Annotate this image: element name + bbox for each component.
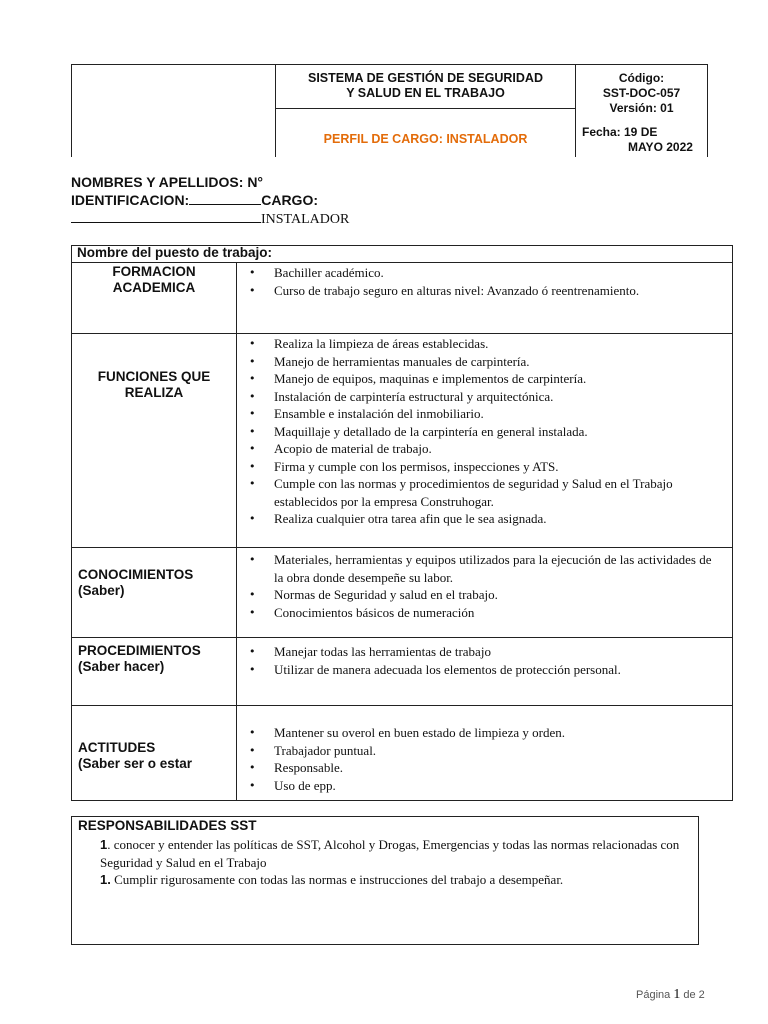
blank-line [189, 191, 261, 205]
conocimientos-list [237, 551, 712, 621]
list-item: • Utilizar de manera adecuada los elementos de protección personal. [237, 661, 727, 679]
list-item: • Manejo de equipos, maquinas e implementos de carpintería. [237, 370, 699, 388]
row-divider [71, 262, 733, 263]
row-divider [71, 705, 733, 706]
row-label-procedimientos: PROCEDIMIENTOS (Saber hacer) [78, 643, 201, 674]
procedimientos-list [237, 643, 727, 678]
row-divider [71, 333, 733, 334]
header-divider [275, 108, 575, 109]
list-item: • Cumple con las normas y procedimientos de seguridad y Salud en el Trabajo establecidos por la empresa Construhogar. [237, 475, 699, 510]
funciones-list [237, 335, 699, 528]
system-title: SISTEMA DE GESTIÓN DE SEGURIDAD Y SALUD EN EL TRABAJO [308, 71, 543, 100]
row-divider [71, 547, 733, 548]
formacion-list [237, 264, 727, 299]
table-header: Nombre del puesto de trabajo: [77, 245, 273, 260]
list-item: • Curso de trabajo seguro en alturas nivel: Avanzado ó reentrenamiento. [237, 282, 727, 300]
list-item: • Realiza cualquier otra tarea afin que le sea asignada. [237, 510, 699, 528]
list-item: • Materiales, herramientas y equipos utilizados para la ejecución de las actividades de la obra donde desempeñe su labor. [237, 551, 712, 586]
list-item: • Manejo de herramientas manuales de carpintería. [237, 353, 699, 371]
document-date: Fecha: 19 DE MAYO 2022 [582, 125, 693, 154]
responsibilities-list [78, 836, 680, 889]
list-item: 1. conocer y entender las políticas de SST, Alcohol y Drogas, Emergencias y todas las normas relacionadas con Seguridad y Salud en el Trabajo [100, 837, 680, 870]
list-item: • Trabajador puntual. [237, 742, 727, 760]
list-item: • Mantener su overol en buen estado de limpieza y orden. [237, 724, 727, 742]
identification-field: IDENTIFICACION: CARGO: [71, 192, 318, 208]
list-item: • Realiza la limpieza de áreas establecidas. [237, 335, 699, 353]
list-item: • Instalación de carpintería estructural y arquitectónica. [237, 388, 699, 406]
blank-line [71, 209, 261, 223]
row-label-funciones: FUNCIONES QUE REALIZA [97, 369, 211, 400]
list-item: • Bachiller académico. [237, 264, 727, 282]
list-item: 1. Cumplir rigurosamente con todas las normas e instrucciones del trabajo a desempeñar. [100, 872, 564, 887]
cargo-value-line: INSTALADOR [71, 209, 349, 228]
list-item: • Manejar todas las herramientas de trabajo [237, 643, 727, 661]
list-item: • Uso de epp. [237, 777, 727, 795]
row-label-formacion: FORMACION ACADEMICA [112, 264, 196, 295]
list-item: • Maquillaje y detallado de la carpintería en general instalada. [237, 423, 699, 441]
actitudes-list [237, 724, 727, 794]
profile-title: PERFIL DE CARGO: INSTALADOR [323, 132, 528, 146]
document-code: Código: SST-DOC-057 Versión: 01 [602, 71, 681, 115]
list-item: • Acopio de material de trabajo. [237, 440, 699, 458]
responsibilities-title: RESPONSABILIDADES SST [78, 818, 257, 833]
page-number: Página 1 de 2 [636, 987, 705, 1002]
row-divider [71, 637, 733, 638]
list-item: • Normas de Seguridad y salud en el trabajo. [237, 586, 712, 604]
names-field: NOMBRES Y APELLIDOS: N° [71, 174, 264, 190]
list-item: • Firma y cumple con los permisos, inspecciones y ATS. [237, 458, 699, 476]
row-label-conocimientos: CONOCIMIENTOS (Saber) [78, 567, 194, 598]
list-item: • Conocimientos básicos de numeración [237, 604, 712, 622]
list-item: • Responsable. [237, 759, 727, 777]
row-label-actitudes: ACTITUDES (Saber ser o estar [78, 740, 193, 771]
list-item: • Ensamble e instalación del inmobiliario. [237, 405, 699, 423]
